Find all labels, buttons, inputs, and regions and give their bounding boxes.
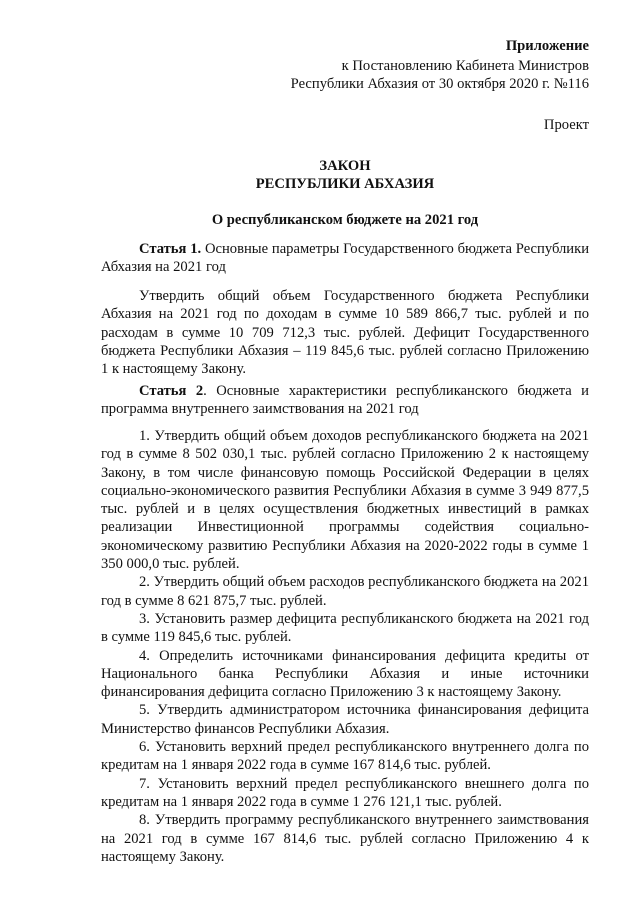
article-1-body [101,287,589,378]
article-2-item: 4. Определить источниками финансирования дефицита кредиты от Национального банка Республики Абхазия и иные источники финансирования дефицита согласно Приложению 3 к настоящему Закону. [101,647,589,701]
article-2-item: 3. Установить размер дефицита республиканского бюджета на 2021 год в сумме 119 845,6 тыс. рублей. [101,610,589,646]
article-2-heading-text: . Основные характеристики республиканского бюджета и программа внутреннего заимствования на 2021 год [101,383,589,418]
appendix-reference-line-1: к Постановлению Кабинета Министров [341,58,589,74]
article-2-heading [101,382,589,419]
article-2-item: 7. Установить верхний предел республиканского внешнего долга по кредитам на 1 января 2022 года в сумме 1 276 121,1 тыс. рублей. [101,775,589,810]
article-2-item: 6. Установить верхний предел республиканского внутреннего долга по кредитам на 1 января 2022 года в сумме 167 814,6 тыс. рублей. [101,739,589,774]
law-title-line-2: РЕСПУБЛИКИ АБХАЗИЯ [255,176,435,192]
article-2-item: 2. Утвердить общий объем расходов республиканского бюджета на 2021 год в сумме 8 621 875,7 тыс. рублей. [101,574,589,609]
article-1-heading [101,240,589,277]
article-2-item: 1. Утвердить общий объем доходов республиканского бюджета на 2021 год в сумме 8 502 030,1 тыс. рублей согласно Приложению 2 к настоящему Закону, в том числе финансовую помощь Российской Федерации в целях социально-экономического развития Республики Абхазия в сумме 3 949 877,5 тыс. рублей и в целях осуществления бюджетных инвестиций в рамках реализации Инвестиционной программы содействия социально-экономическому развитию Республики Абхазия на 2020-2022 годы в сумме 1 350 000,0 тыс. рублей. [101,428,589,573]
article-1-label: Статья 1. [139,241,202,257]
draft-label: Проект [543,117,589,133]
appendix-reference-line-2: Республики Абхазия от 30 октября 2020 г. №116 [290,76,589,92]
article-1-body-text: Утвердить общий объем Государственного бюджета Республики Абхазия на 2021 год по доходам в сумме 10 589 866,7 тыс. рублей и по расходам в сумме 10 709 712,3 тыс. рублей. Дефицит Государственного бюджета Республики Абхазия – 119 845,6 тыс. рублей согласно Приложению 1 к настоящему Закону. [101,288,589,378]
article-2-label: Статья 2 [139,383,204,399]
law-subtitle: О республиканском бюджете на 2021 год [211,212,479,228]
appendix-title: Приложение [505,38,589,54]
article-2-item: 5. Утвердить администратором источника финансирования дефицита Министерство финансов Республики Абхазия. [101,702,589,737]
article-2-items [101,427,589,866]
article-1-heading-text: Основные параметры Государственного бюджета Республики Абхазия на 2021 год [101,241,589,276]
law-title-line-1: ЗАКОН [319,158,371,174]
article-2-item: 8. Утвердить программу республиканского внутреннего заимствования на 2021 год в сумме 167 814,6 тыс. рублей согласно Приложению 4 к настоящему Закону. [101,812,589,865]
